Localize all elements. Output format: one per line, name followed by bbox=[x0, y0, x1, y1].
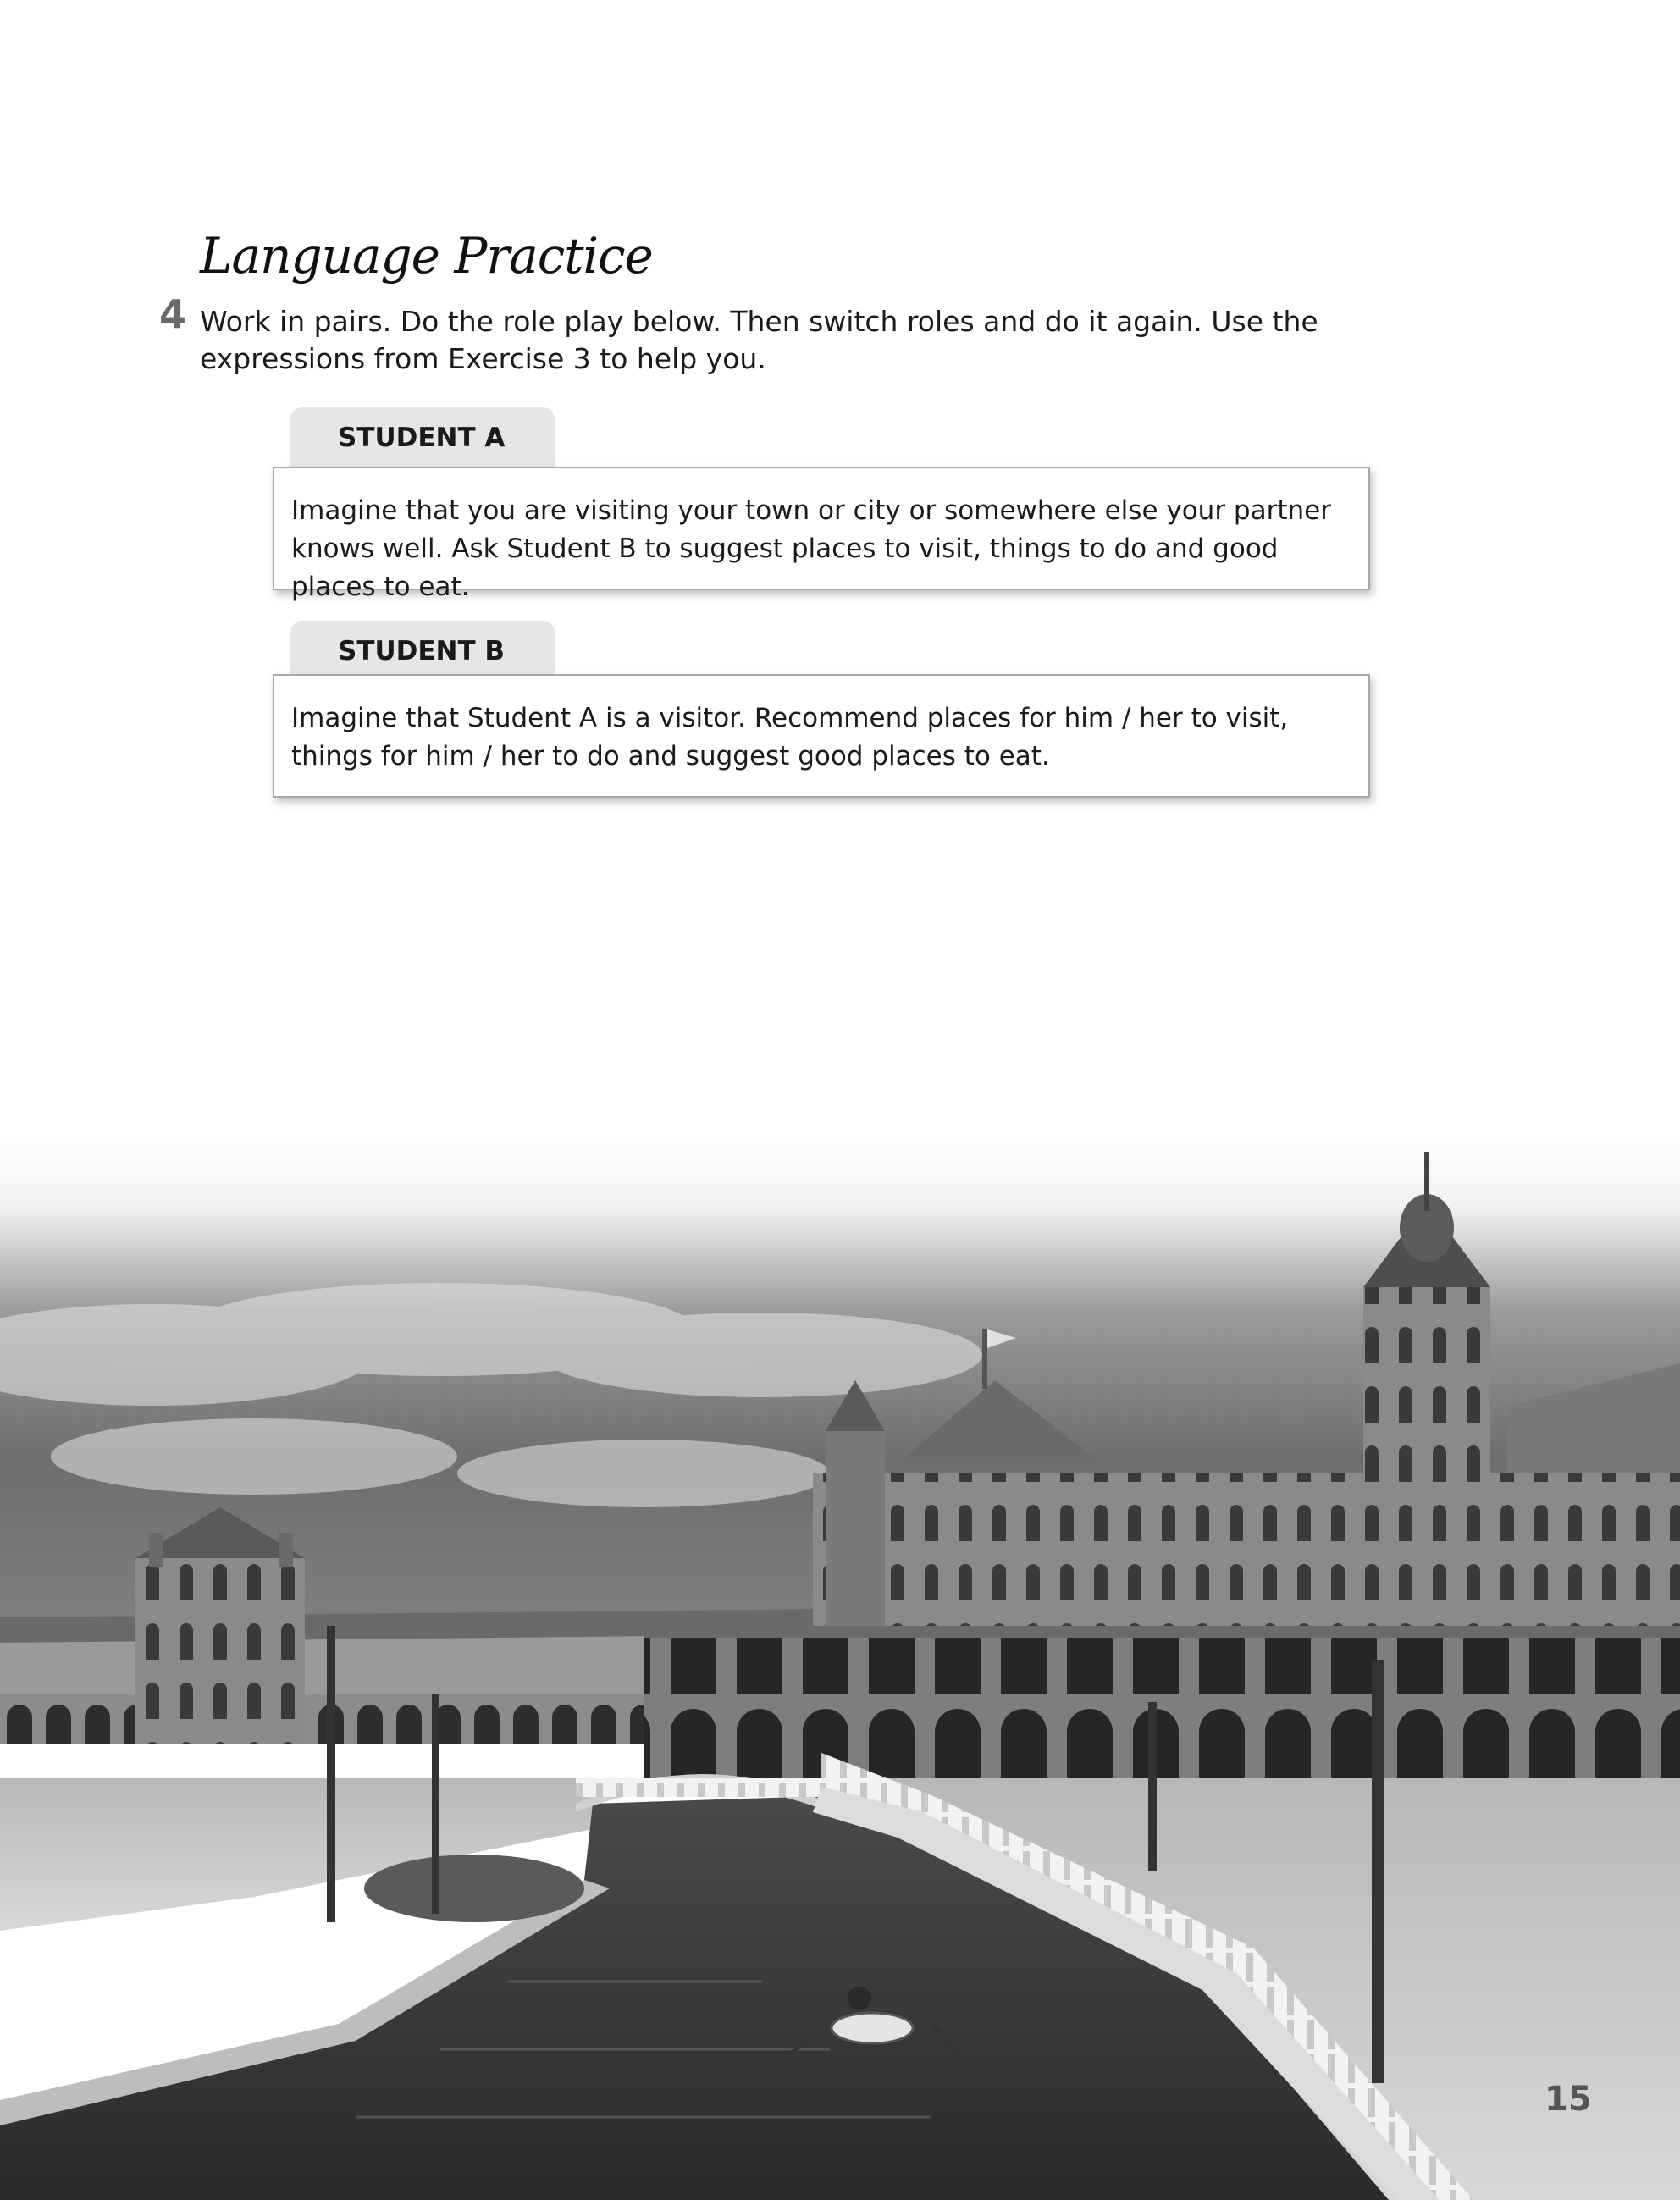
student-a-label: STUDENT A bbox=[338, 423, 506, 453]
student-b-card bbox=[273, 674, 1370, 798]
student-a-tab bbox=[290, 407, 555, 467]
student-b-tab bbox=[290, 621, 555, 680]
section-title: Language Practice bbox=[200, 227, 653, 285]
plaza-photo bbox=[0, 1135, 1680, 2200]
page-number: 15 bbox=[1545, 2080, 1592, 2119]
exercise-instruction: Work in pairs. Do the role play below. Then switch roles and do it again. Use the expressions from Exercise 3 to help you. bbox=[200, 305, 1318, 375]
exercise-number: 4 bbox=[159, 291, 187, 337]
student-a-card bbox=[273, 467, 1370, 602]
student-a-text: Imagine that you are visiting your town or city or somewhere else your partner knows well. Ask Student B to suggest places to visit, things to do and good places to eat. bbox=[291, 495, 1331, 602]
student-b-text: Imagine that Student A is a visitor. Recommend places for him / her to visit, things for him / her to do and suggest good places to eat. bbox=[291, 703, 1289, 771]
student-b-label: STUDENT B bbox=[338, 636, 506, 666]
